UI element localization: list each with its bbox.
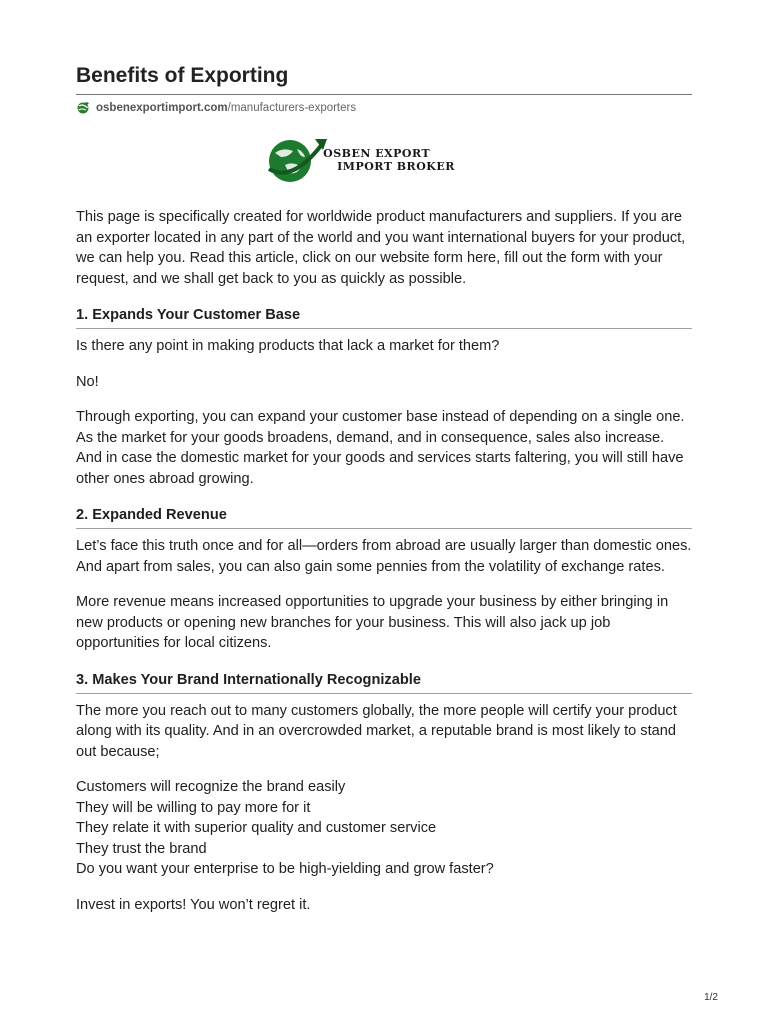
section-heading-revenue: 2. Expanded Revenue: [76, 507, 692, 529]
globe-icon: [76, 101, 90, 115]
benefit-list: [76, 777, 692, 880]
article: [76, 64, 692, 915]
source-line: [76, 101, 692, 115]
page-number: 1/2: [704, 992, 718, 1003]
globe-logo-icon: [263, 135, 329, 185]
paragraph: Let’s face this truth once and for all—orders from abroad are usually larger than domestic ones. And apart from sales, you can also gain some pennies from the volatility of exchange rates.: [76, 538, 692, 575]
list-item: They relate it with superior quality and customer service: [76, 820, 437, 836]
paragraph: Through exporting, you can expand your customer base instead of depending on a single one. As the market for your goods broadens, demand, and in consequence, sales also increase. And in case the domestic market for your goods and services starts faltering, you will still have other ones abroad growing.: [76, 409, 685, 487]
paragraph: More revenue means increased opportunities to upgrade your business by either bringing in new products or opening new branches for your business. This will also jack up job opportunities for local citizens.: [76, 594, 669, 651]
closing-paragraph: Invest in exports! You won’t regret it.: [76, 896, 311, 913]
list-item: They will be willing to pay more for it: [76, 799, 311, 816]
logo-container: [26, 135, 692, 185]
page-title: Benefits of Exporting: [76, 64, 692, 95]
logo-text-line1: OSBEN EXPORT: [323, 147, 431, 160]
list-item: Customers will recognize the brand easily: [76, 779, 346, 795]
paragraph: No!: [76, 373, 99, 390]
logo-text-line2: IMPORT BROKER: [337, 160, 455, 173]
section-heading-customer-base: 1. Expands Your Customer Base: [76, 307, 692, 329]
list-item: Do you want your enterprise to be high-yielding and grow faster?: [76, 861, 494, 877]
list-item: They trust the brand: [76, 840, 207, 857]
company-logo: [263, 135, 455, 185]
paragraph: Is there any point in making products that lack a market for them?: [76, 338, 500, 354]
source-domain-link[interactable]: osbenexportimport.com: [96, 102, 228, 114]
paragraph: The more you reach out to many customers globally, the more people will certify your product along with its quality. And in an overcrowded market, a reputable brand is most likely to stand out because;: [76, 702, 677, 760]
intro-paragraph: This page is specifically created for worldwide product manufacturers and suppliers. If you are an exporter located in any part of the world and you want international buyers for your product, we can help you. Read this article, click on our website form here, fill out the form with your request, and we shall get back to you as quickly as possible.: [76, 209, 686, 287]
source-path-link[interactable]: /manufacturers-exporters: [227, 102, 357, 114]
section-heading-brand: 3. Makes Your Brand Internationally Recognizable: [76, 672, 692, 694]
